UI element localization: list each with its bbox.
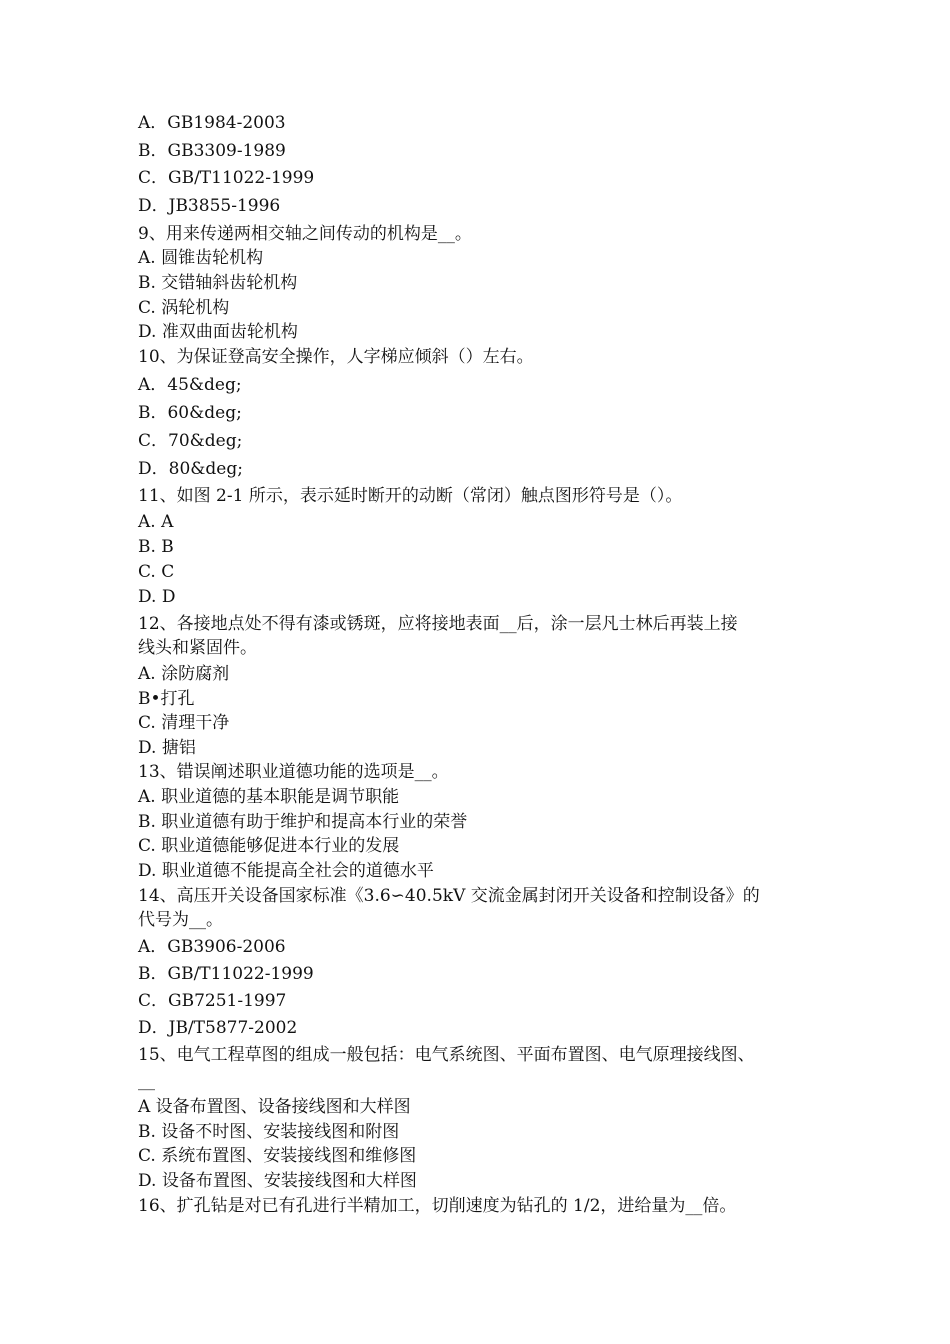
text-line: B．GB/T11022-1999 (138, 964, 314, 984)
text-line: A 设备布置图、设备接线图和大样图 (138, 1097, 411, 1117)
text-line: B. 交错轴斜齿轮机构 (138, 273, 298, 293)
text-line: A. 职业道德的基本职能是调节职能 (138, 787, 400, 807)
text-line: B．60&deg; (138, 403, 242, 423)
text-line: B. 职业道德有助于维护和提高本行业的荣誉 (138, 812, 468, 832)
text-line: C．70&deg; (138, 431, 243, 451)
question-11: 11、如图 2-1 所示，表示延时断开的动断（常闭）触点图形符号是（）。 (138, 486, 683, 506)
text-line: B．GB3309-1989 (138, 141, 286, 161)
question-13: 13、错误阐述职业道德功能的选项是__。 (138, 762, 449, 782)
text-line: C. C (138, 562, 175, 582)
text-line: A. 圆锥齿轮机构 (138, 248, 264, 268)
text-line: D．JB3855-1996 (138, 196, 281, 216)
text-line: D. 搪铝 (138, 738, 196, 758)
text-line: D. 准双曲面齿轮机构 (138, 322, 298, 342)
text-line: C．GB7251-1997 (138, 991, 287, 1011)
text-line: D．80&deg; (138, 459, 243, 479)
question-14: 14、高压开关设备国家标准《3.6∽40.5kV 交流金属封闭开关设备和控制设备》的 (138, 886, 760, 906)
text-line: A．GB3906-2006 (138, 937, 286, 957)
text-line: D. D (138, 587, 176, 607)
text-line: D. 设备布置图、安装接线图和大样图 (138, 1171, 417, 1191)
text-line: A．GB1984-2003 (138, 113, 286, 133)
text-line: C. 职业道德能够促进本行业的发展 (138, 836, 400, 856)
text-line: A．45&deg; (138, 375, 242, 395)
text-line: C．GB/T11022-1999 (138, 168, 315, 188)
text-line: B•打孔 (138, 689, 195, 709)
text-line: A. 涂防腐剂 (138, 664, 230, 684)
question-12: 12、各接地点处不得有漆或锈斑，应将接地表面__后，涂一层凡士林后再装上接 (138, 614, 738, 634)
text-line: 线头和紧固件。 (138, 638, 257, 658)
question-15: 15、电气工程草图的组成一般包括：电气系统图、平面布置图、电气原理接线图、 (138, 1045, 755, 1065)
text-line: D. 职业道德不能提高全社会的道德水平 (138, 861, 434, 881)
text-line: C. 清理干净 (138, 713, 230, 733)
question-10: 10、为保证登高安全操作，人字梯应倾斜（）左右。 (138, 347, 534, 367)
text-line: D．JB/T5877-2002 (138, 1018, 298, 1038)
question-16: 16、扩孔钻是对已有孔进行半精加工，切削速度为钻孔的 1/2，进给量为__倍。 (138, 1196, 737, 1216)
text-line: B. B (138, 537, 174, 557)
text-line: B. 设备不时图、安装接线图和附图 (138, 1122, 400, 1142)
text-line: __ (138, 1071, 155, 1091)
question-9: 9、用来传递两相交轴之间传动的机构是__。 (138, 224, 472, 244)
text-line: 代号为__。 (138, 910, 223, 930)
text-line: C. 系统布置图、安装接线图和维修图 (138, 1146, 417, 1166)
text-line: C. 涡轮机构 (138, 298, 230, 318)
text-line: A. A (138, 512, 174, 532)
